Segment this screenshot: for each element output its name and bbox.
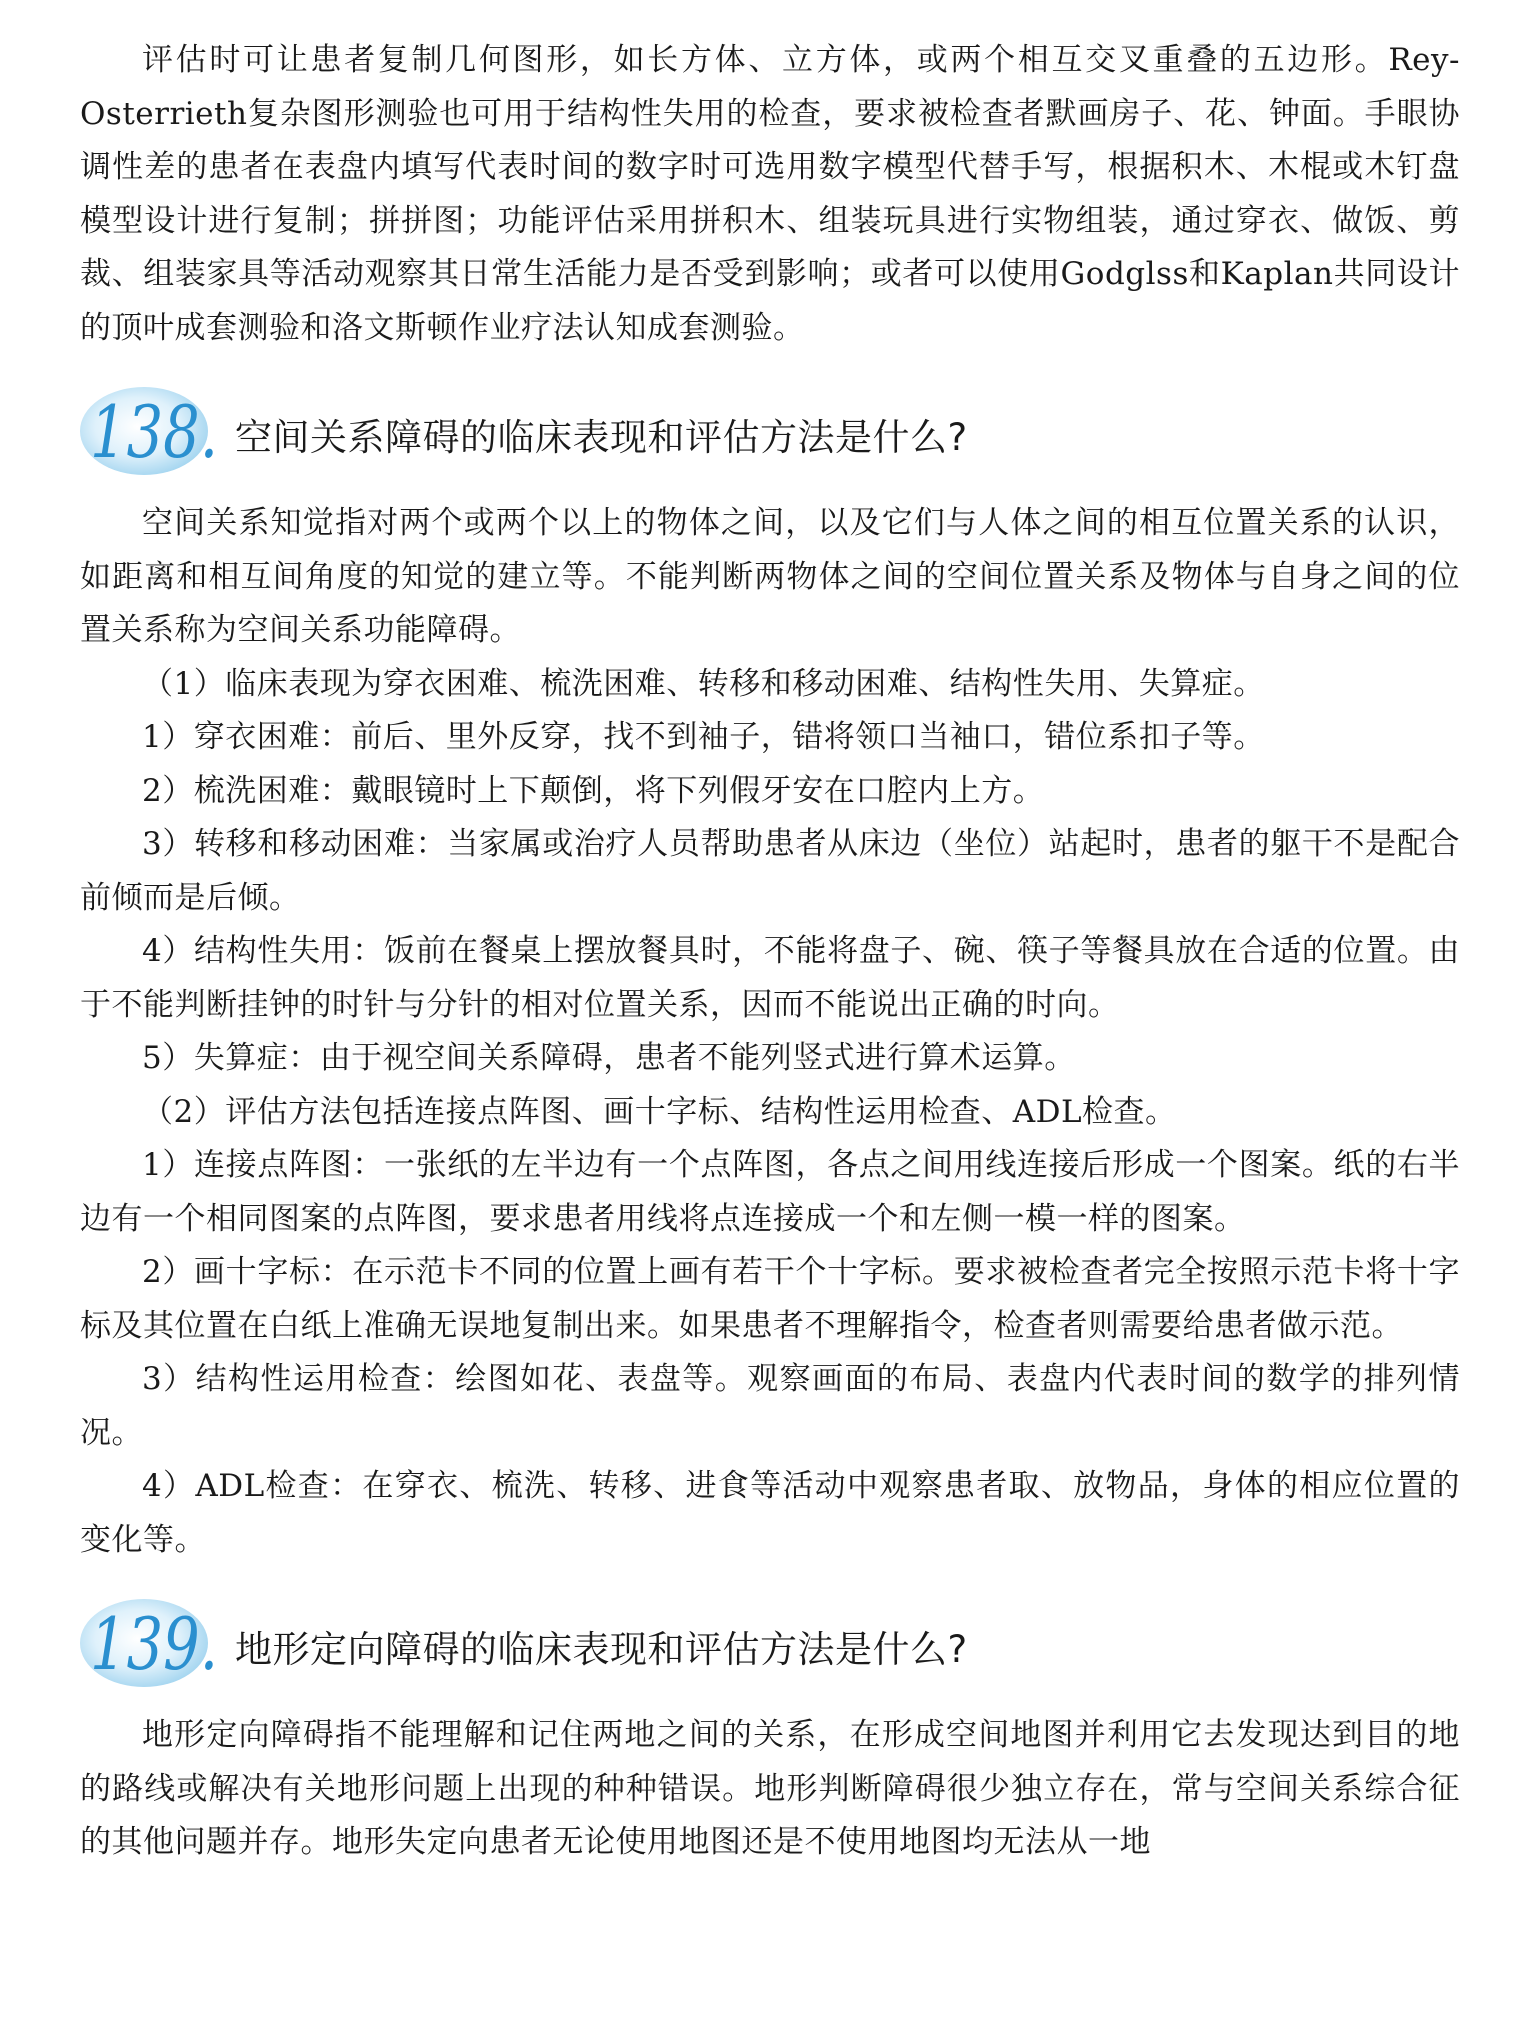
paragraph-138-7: 5）失算症：由于视空间关系障碍，患者不能列竖式进行算术运算。 [142,1040,1076,1076]
paragraph-138-1: 空间关系知觉指对两个或两个以上的物体之间，以及它们与人体之间的相互位置关系的认识，如距离和相互间角度的知觉的建立等。不能判断两物体之间的空间位置关系及物体与自身之间的位置关系称为空间关系功能障碍。 [80,505,1460,648]
paragraph-138-4: 2）梳洗困难：戴眼镜时上下颠倒，将下列假牙安在口腔内上方。 [142,772,1045,809]
intro-paragraph: 评估时可让患者复制几何图形，如长方体、立方体，或两个相互交叉重叠的五边形。Rey-Osterrieth复杂图形测验也可用于结构性失用的检查，要求被检查者默画房子、花、钟面。手眼协调性差的患者在表盘内填写代表时间的数字时可选用数字模型代替手写，根据积木、木棍或木钉盘模型设计进行复制；拼拼图；功能评估采用拼积木、组装玩具进行实物组装，通过穿衣、做饭、剪裁、组装家具等活动观察其日常生活能力是否受到影响；或者可以使用Godglss和Kaplan共同设计的顶叶成套测验和洛文斯顿作业疗法认知成套测验。 [80,42,1460,346]
section-heading-139 [80,1589,1460,1693]
section-title-139: 地形定向障碍的临床表现和评估方法是什么? [235,1628,968,1671]
paragraph-138-9: 1）连接点阵图：一张纸的左半边有一个点阵图，各点之间用线连接后形成一个图案。纸的右半边有一个相同图案的点阵图，要求患者用线将点连接成一个和左侧一模一样的图案。 [80,1147,1460,1237]
paragraph-138-5: 3）转移和移动困难：当家属或治疗人员帮助患者从床边（坐位）站起时，患者的躯干不是配合前倾而是后倾。 [80,826,1460,916]
paragraph-138-3: 1）穿衣困难：前后、里外反穿，找不到袖子，错将领口当袖口，错位系扣子等。 [142,719,1265,755]
question-number-138: 138. [90,390,218,474]
paragraph-138-12: 4）ADL检查：在穿衣、梳洗、转移、进食等活动中观察患者取、放物品，身体的相应位置的变化等。 [80,1468,1460,1558]
paragraph-139-1: 地形定向障碍指不能理解和记住两地之间的关系，在形成空间地图并利用它去发现达到目的地的路线或解决有关地形问题上出现的种种错误。地形判断障碍很少独立存在，常与空间关系综合征的其他问题并存。地形失定向患者无论使用地图还是不使用地图均无法从一地 [80,1717,1460,1860]
section-heading-138 [80,377,1460,481]
question-number-badge-138 [76,377,226,481]
question-number-badge-139 [76,1589,226,1693]
page-content [80,34,1460,1870]
paragraph-138-10: 2）画十字标：在示范卡不同的位置上画有若干个十字标。要求被检查者完全按照示范卡将十字标及其位置在白纸上准确无误地复制出来。如果患者不理解指令，检查者则需要给患者做示范。 [80,1254,1460,1344]
paragraph-138-6: 4）结构性失用：饭前在餐桌上摆放餐具时，不能将盘子、碗、筷子等餐具放在合适的位置。由于不能判断挂钟的时针与分针的相对位置关系，因而不能说出正确的时向。 [80,933,1460,1023]
paragraph-138-2: （1）临床表现为穿衣困难、梳洗困难、转移和移动困难、结构性失用、失算症。 [142,665,1265,702]
section-title-138: 空间关系障碍的临床表现和评估方法是什么? [235,416,968,459]
question-number-139: 139. [90,1602,218,1686]
paragraph-138-11: 3）结构性运用检查：绘图如花、表盘等。观察画面的布局、表盘内代表时间的数学的排列情况。 [80,1361,1460,1451]
paragraph-138-8: （2）评估方法包括连接点阵图、画十字标、结构性运用检查、ADL检查。 [142,1093,1177,1130]
